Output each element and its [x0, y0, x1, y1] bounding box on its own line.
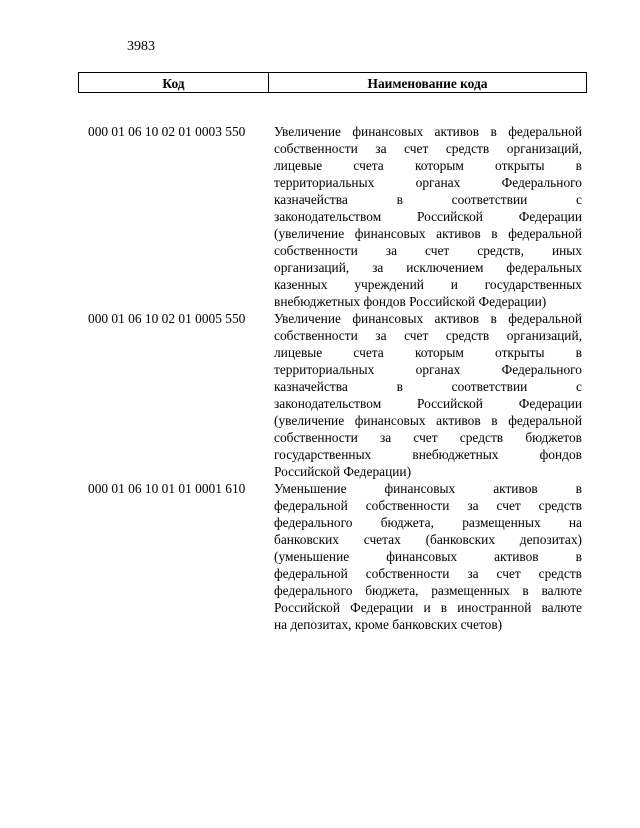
row-name-line: федеральной собственности за счет средств: [274, 498, 582, 513]
row-name: [274, 123, 582, 310]
row-name-line: казначейства в соответствии с: [274, 379, 582, 394]
table-body: [88, 123, 582, 633]
row-name-line: федеральной собственности за счет средств: [274, 566, 582, 581]
header-name: Наименование кода: [367, 76, 488, 91]
row-name-line: лицевые счета которым открыты в: [274, 158, 582, 173]
table-row: [88, 480, 582, 633]
row-name-line: законодательством Российской Федерации: [274, 396, 582, 411]
row-name-line: Российской Федерации и в иностранной валюте: [274, 600, 582, 615]
row-name-line: лицевые счета которым открыты в: [274, 345, 582, 360]
page-number: 3983: [127, 39, 155, 54]
row-name-line: на депозитах, кроме банковских счетов): [274, 617, 503, 632]
row-name-line: Увеличение финансовых активов в федеральной: [274, 124, 582, 139]
row-name-line: территориальных органах Федерального: [274, 175, 582, 190]
row-name-line: собственности за счет средств организаций,: [274, 328, 582, 343]
row-name-line: государственных внебюджетных фондов: [274, 447, 582, 462]
table-row: [88, 123, 582, 310]
row-name: [274, 480, 582, 633]
row-name-line: собственности за счет средств организаций,: [274, 141, 582, 156]
row-name-line: Российской Федерации): [274, 464, 412, 479]
row-name-line: территориальных органах Федерального: [274, 362, 582, 377]
row-name-line: Увеличение финансовых активов в федеральной: [274, 311, 582, 326]
header-code: Код: [79, 73, 269, 92]
table-row: [88, 310, 582, 480]
row-name-line: федерального бюджета, размещенных в валюте: [274, 583, 582, 598]
row-name-line: собственности за счет средств, иных: [274, 243, 582, 258]
row-code: 000 01 06 10 02 01 0005 550: [88, 311, 246, 326]
row-code: 000 01 06 10 02 01 0003 550: [88, 124, 246, 139]
row-code: 000 01 06 10 01 01 0001 610: [88, 481, 246, 496]
row-name-line: (уменьшение финансовых активов в: [274, 549, 582, 564]
row-name-line: собственности за счет средств бюджетов: [274, 430, 582, 445]
row-name-line: внебюджетных фондов Российской Федерации): [274, 294, 547, 309]
row-name-line: федерального бюджета, размещенных на: [274, 515, 582, 530]
row-name-line: казенных учреждений и государственных: [274, 277, 582, 292]
table-header: [78, 72, 587, 93]
row-name-line: казначейства в соответствии с: [274, 192, 582, 207]
row-name-line: организаций, за исключением федеральных: [274, 260, 582, 275]
row-name-line: (увеличение финансовых активов в федеральной: [274, 226, 582, 241]
row-name: [274, 310, 582, 480]
row-name-line: законодательством Российской Федерации: [274, 209, 582, 224]
row-name-line: Уменьшение финансовых активов в: [274, 481, 582, 496]
row-name-line: (увеличение финансовых активов в федеральной: [274, 413, 582, 428]
row-name-line: банковских счетах (банковских депозитах): [274, 532, 582, 547]
